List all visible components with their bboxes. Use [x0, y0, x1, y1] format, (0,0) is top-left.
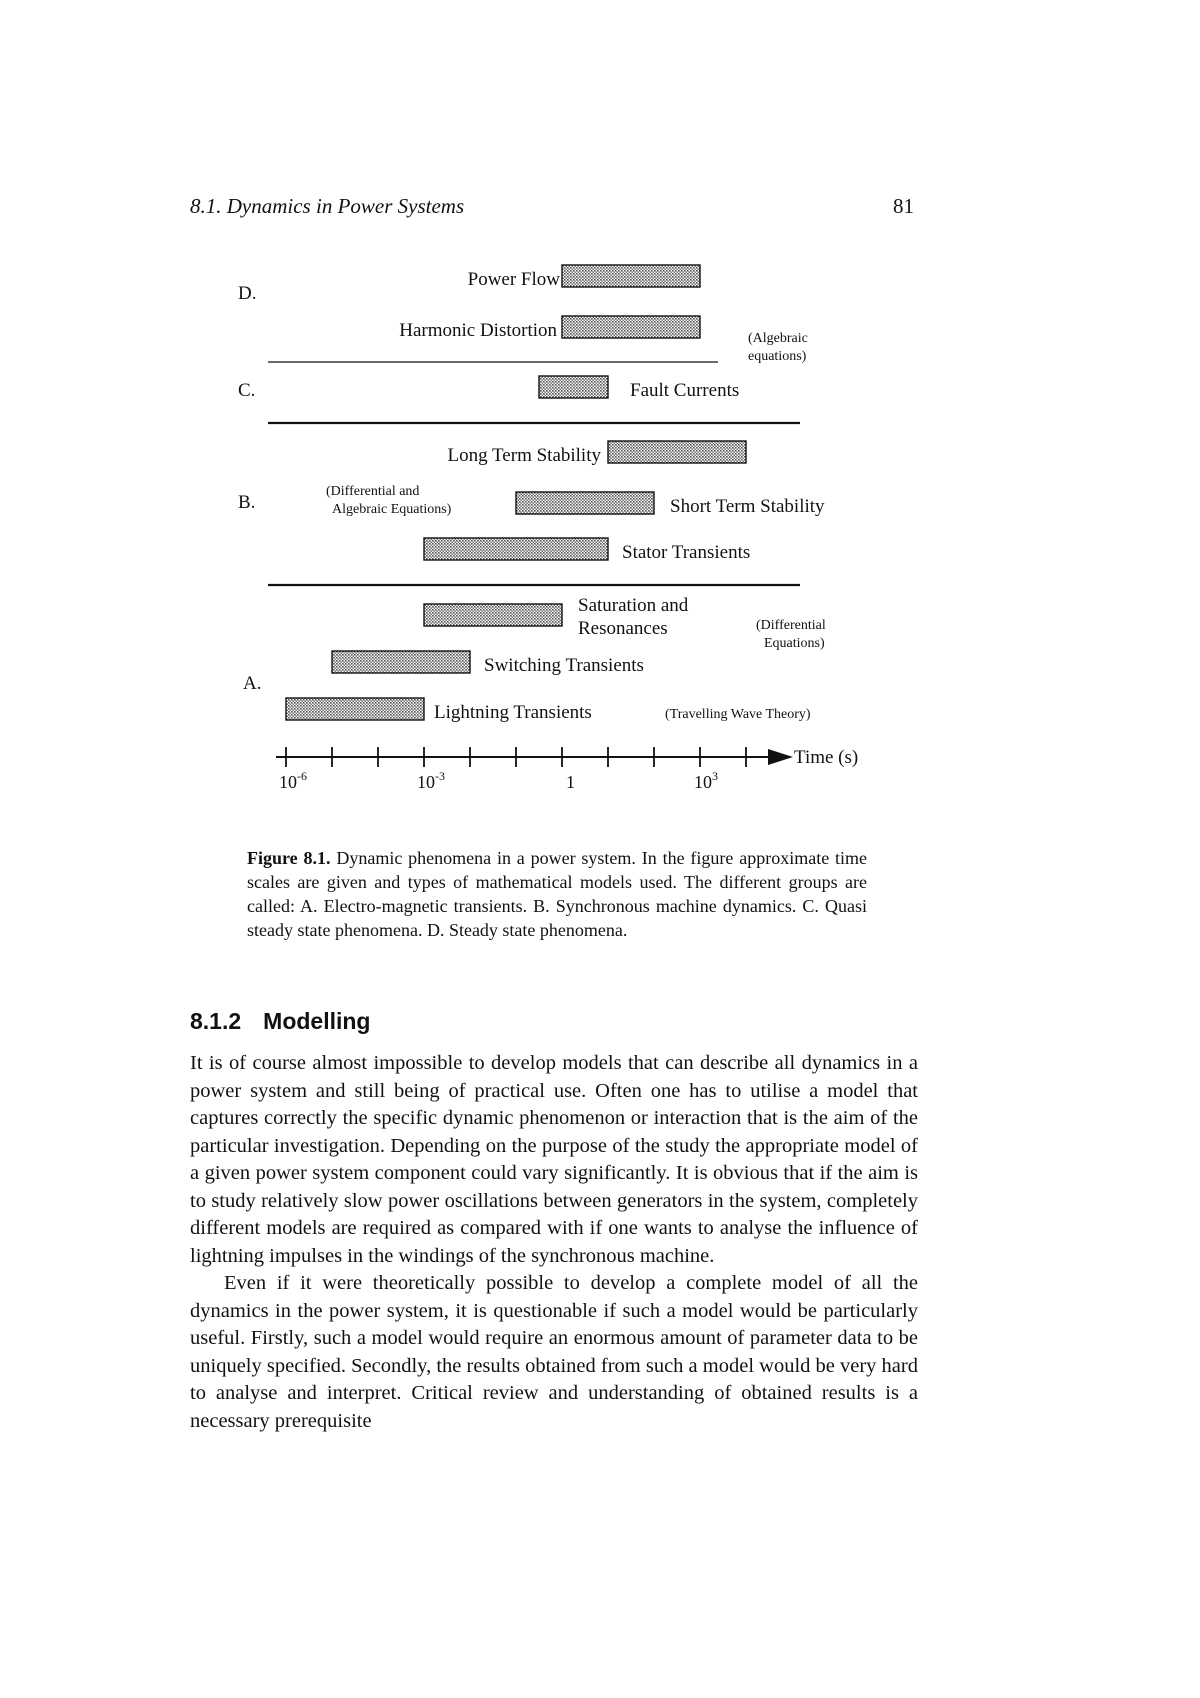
paragraph: It is of course almost impossible to develop models that can describe all dynamics in a power system and still being of practical use. Often one has to utilise a model that captures correctly the specific dynamic phenomenon or interaction that is the aim of the particular investigation. Depending on the purpose of the study the appropriate model of a given power system component could vary significantly. It is obvious that if the aim is to study relatively slow power oscillations between generators in the system, completely different models are required as compared with if one wants to analyse the influence of lightning impulses in the windings of the synchronous machine. [190, 1052, 918, 1267]
label-stator-transients: Stator Transients [622, 542, 751, 563]
caption-text: Dynamic phenomena in a power system. In the figure approximate time scales are given and types of mathematical models used. The different groups are called: A. Electro-magnetic transients. B. Synchronous machine dynamics. C. Quasi steady state phenomena. D. Steady state phenomena. [247, 848, 868, 940]
figure-caption [247, 846, 867, 942]
label-long-term-stability: Long Term Stability [447, 445, 601, 466]
bar-switching-transients [332, 651, 470, 673]
bar-fault-currents [539, 376, 608, 398]
section-title: Modelling [263, 1008, 371, 1034]
label-short-term-stability: Short Term Stability [670, 496, 825, 517]
time-scale-figure [0, 0, 1200, 830]
annotation-diff-alg-line1: (Differential and [326, 484, 420, 499]
bar-stator-transients [424, 538, 608, 560]
page-number: 81 [893, 194, 914, 218]
tick-label-1: 1 [566, 772, 575, 792]
label-power-flow: Power Flow [467, 269, 560, 290]
annotation-diff-alg-line2: Algebraic Equations) [332, 502, 452, 517]
tick-label-1e-3: $10^{-3}$ [417, 769, 445, 792]
section-number: 8.1.2 [190, 1008, 242, 1034]
group-label-c: C. [238, 380, 256, 401]
annotation-differential-line2: Equations) [764, 636, 825, 651]
annotation-algebraic-line1: (Algebraic [748, 331, 808, 346]
group-label-d: D. [238, 283, 257, 304]
group-label-b: B. [238, 492, 256, 513]
bar-power-flow [562, 265, 700, 287]
label-harmonic-distortion: Harmonic Distortion [399, 320, 557, 341]
bar-harmonic-distortion [562, 316, 700, 338]
bar-saturation-resonances [424, 604, 562, 626]
section-heading [190, 1008, 370, 1035]
bar-long-term-stability [608, 441, 746, 463]
label-saturation-line1: Saturation and [578, 595, 689, 616]
label-switching-transients: Switching Transients [484, 655, 644, 676]
tick-label-1e-6: $10^{-6}$ [279, 769, 307, 792]
time-axis-label: Time (s) [794, 747, 859, 768]
annotation-differential-line1: (Differential [756, 618, 826, 633]
bar-short-term-stability [516, 492, 654, 514]
label-lightning-transients: Lightning Transients [434, 702, 592, 723]
group-label-a: A. [243, 673, 262, 694]
annotation-travelling-wave: (Travelling Wave Theory) [665, 707, 811, 722]
body-text [190, 1050, 918, 1435]
label-saturation-line2: Resonances [578, 618, 668, 639]
running-header-section: 8.1. Dynamics in Power Systems [190, 194, 465, 218]
annotation-algebraic-line2: equations) [748, 349, 807, 364]
bar-lightning-transients [286, 698, 424, 720]
paragraph: Even if it were theoretically possible to develop a complete model of all the dynamics in the power system, it is questionable if such a model would be particularly useful. Firstly, such a model would require an enormous amount of parameter data to be uniquely specified. Secondly, the results obtained from such a model would be very hard to analyse and interpret. Critical review and understanding of obtained results is a necessary prerequisite [190, 1272, 918, 1432]
tick-label-1e3: $10^3$ [694, 769, 718, 792]
label-fault-currents: Fault Currents [630, 380, 740, 401]
time-axis-arrow-icon [768, 749, 793, 765]
caption-label: Figure 8.1. [247, 848, 331, 868]
